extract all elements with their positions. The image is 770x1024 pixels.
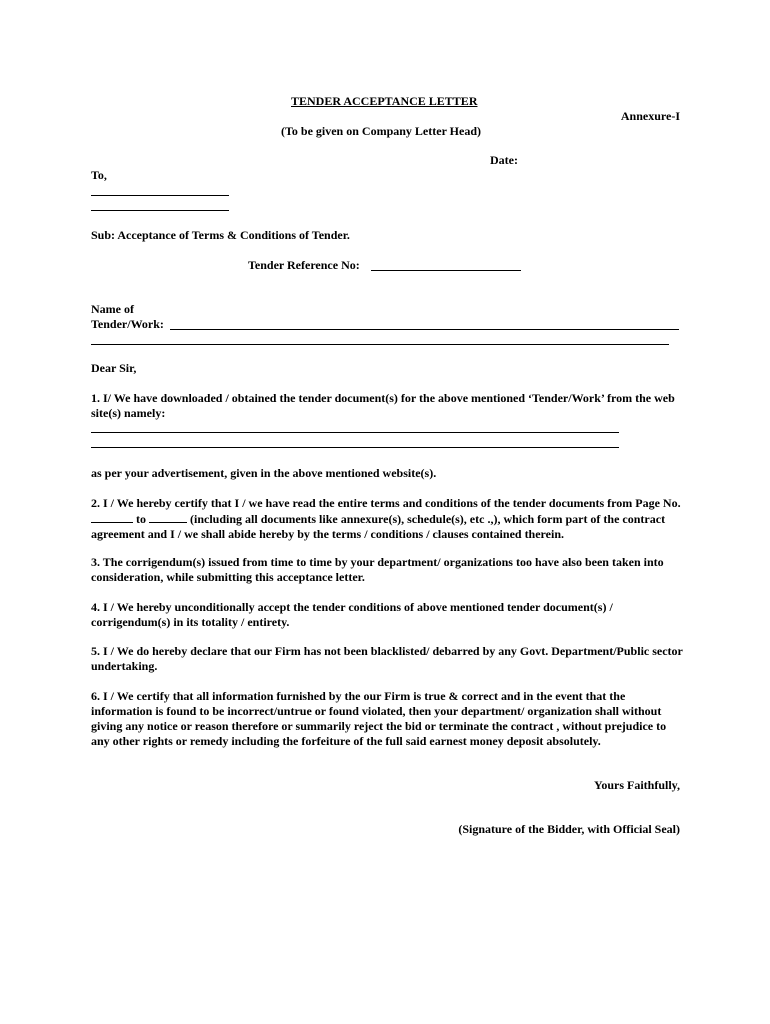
yours-faithfully: Yours Faithfully,: [593, 778, 680, 792]
paragraph-4: 4. I / We hereby unconditionally accept the tender conditions of above mentioned tender document(s) / corrigendum(s) in its totality / entirety.: [91, 600, 613, 629]
address-line-1[interactable]: [91, 195, 229, 196]
paragraph-3: 3. The corrigendum(s) issued from time to time by your department/ organizations too have also been taken into consideration, while submitting this acceptance letter.: [91, 555, 664, 584]
subject-line: Sub: Acceptance of Terms & Conditions of Tender.: [91, 228, 350, 242]
paragraph-2-to: to: [136, 512, 146, 526]
paragraph-2: [91, 496, 683, 542]
to-label: To,: [91, 168, 107, 182]
tender-name-blank-2[interactable]: [91, 344, 669, 345]
page-to-blank[interactable]: [149, 511, 187, 523]
website-blank-2[interactable]: [91, 447, 619, 448]
paragraph-1: 1. I/ We have downloaded / obtained the tender document(s) for the above mentioned ‘Tender/Work’ from the web site(s) namely:: [91, 391, 675, 420]
signature-line: (Signature of the Bidder, with Official Seal): [458, 822, 680, 836]
paragraph-2-part-a: 2. I / We hereby certify that I / we have read the entire terms and conditions of the tender documents from Page No.: [91, 496, 681, 510]
address-line-2[interactable]: [91, 210, 229, 211]
tender-name-blank-1[interactable]: [170, 329, 679, 330]
annexure-label: Annexure-I: [620, 109, 680, 123]
paragraph-5: 5. I / We do hereby declare that our Firm has not been blacklisted/ debarred by any Govt. Department/Public sector undertaking.: [91, 644, 683, 673]
paragraph-1-continuation: as per your advertisement, given in the above mentioned website(s).: [91, 466, 437, 480]
document-title: TENDER ACCEPTANCE LETTER: [291, 94, 478, 108]
letter-head-note: (To be given on Company Letter Head): [281, 124, 482, 138]
tender-reference-label: Tender Reference No:: [248, 258, 360, 272]
page-from-blank[interactable]: [91, 511, 133, 523]
date-label: Date:: [490, 153, 518, 167]
tender-reference-blank[interactable]: [371, 270, 521, 271]
tender-name-label-line1: Name of: [91, 302, 134, 316]
paragraph-6: 6. I / We certify that all information furnished by the our Firm is true & correct and in the event that the information is found to be incorrect/untrue or found violated, then your department/ organization shall without giving any notice or reason therefore or summarily reject the bid or terminate the contract , without prejudice to any other rights or remedy including the forfeiture of the full said earnest money deposit absolutely.: [91, 689, 667, 748]
salutation: Dear Sir,: [91, 361, 137, 375]
website-blank-1[interactable]: [91, 432, 619, 433]
tender-name-label-line2: Tender/Work:: [91, 317, 164, 331]
paragraph-2-part-b: (including all documents like annexure(s), schedule(s), etc .,), which form part of the contract agreement and I / we shall abide hereby by the terms / conditions / clauses contained therein.: [91, 512, 666, 541]
